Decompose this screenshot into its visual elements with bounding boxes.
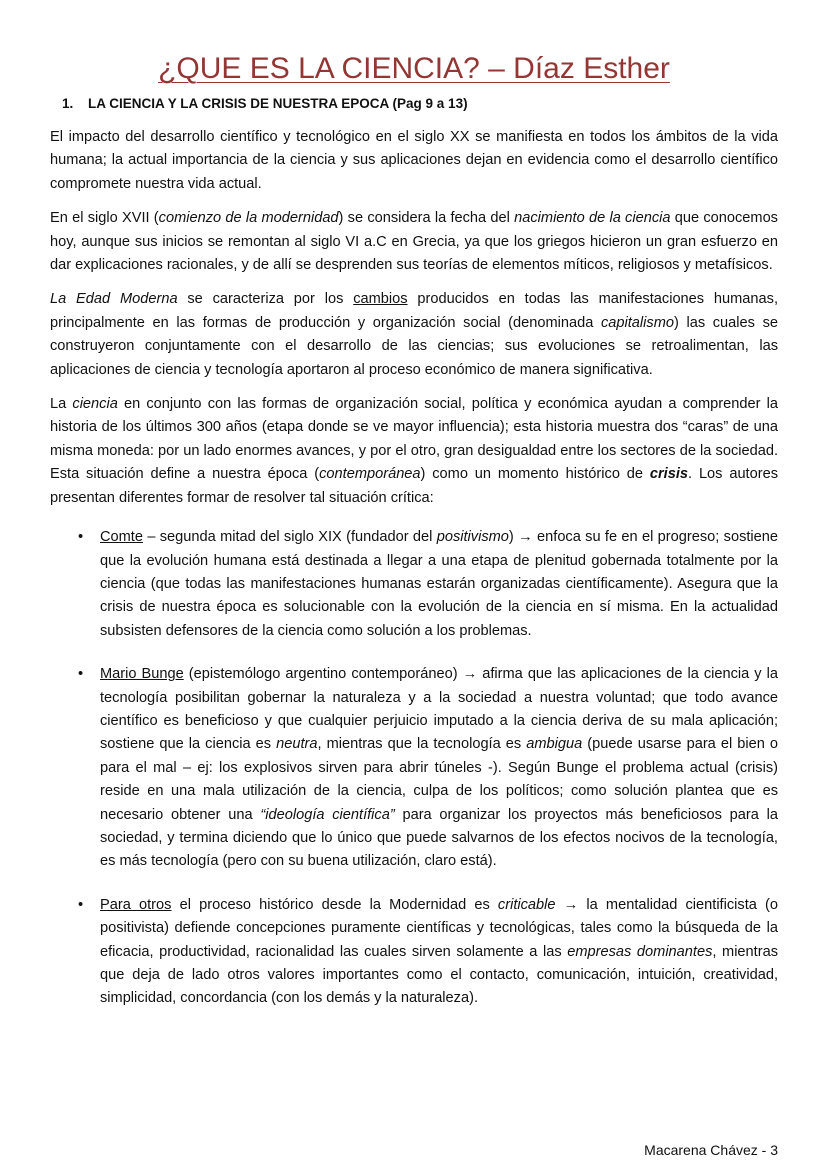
text-run: enfoca su fe en el progreso; sostiene que la evolución humana está destinada a llegar a una etapa de plenitud gobernada totalmente por la ciencia (que todas las manifestaciones humanas estarán organizadas científicamente). Asegura que la crisis de nuestra época es solucionable con la evolución de la ciencia en sí misma. En la actualidad subsisten defensores de la ciencia como solución a los problemas. — [100, 529, 779, 639]
paragraph — [50, 126, 778, 196]
list-item — [50, 526, 778, 643]
paragraph — [50, 393, 778, 510]
bullet-list — [50, 526, 778, 1011]
text-run — [556, 897, 564, 913]
paragraphs — [50, 126, 778, 510]
text-run: La — [50, 396, 73, 413]
text-run: → — [462, 666, 478, 683]
text-run: → — [563, 896, 579, 913]
text-run: ) — [508, 529, 519, 546]
text-run: Para otros — [100, 896, 172, 913]
text-run: contemporánea — [319, 466, 421, 483]
text-run: ciencia — [72, 396, 118, 413]
document-body — [50, 126, 778, 1031]
text-run: ) como un momento histórico de — [420, 466, 650, 483]
list-item — [50, 894, 778, 1011]
text-run: positivismo — [436, 529, 509, 546]
text-run: La Edad Moderna — [50, 291, 178, 308]
text-run: se caracteriza por los — [177, 291, 354, 308]
text-run: ) las cuales se construyeron conjuntamente con el desarrollo de las ciencias; sus evoluciones se retroalimentan, las aplicaciones de ciencia y tecnología aportaron al proceso económico de manera significativa. — [50, 314, 778, 378]
text-run: nacimiento de la ciencia — [514, 210, 671, 227]
text-run: ) se considera la fecha del — [338, 210, 515, 227]
text-run: producidos en todas las manifestaciones humanas, principalmente en las formas de producción y organización social (denominada — [50, 291, 778, 331]
text-run: empresas dominantes — [567, 943, 713, 960]
bullet-icon: • — [78, 529, 84, 546]
page-footer: Macarena Chávez - 3 — [644, 1142, 778, 1158]
text-run: , mientras que la tecnología es — [317, 736, 527, 753]
text-run: “ideología científica” — [260, 806, 395, 823]
text-run: comienzo de la modernidad — [158, 210, 339, 227]
text-run: El impacto del desarrollo científico y tecnológico en el siglo XX se manifiesta en todos los ámbitos de la vida humana; la actual importancia de la ciencia y sus aplicaciones dejan en evidencia como el desarrollo científico compromete nuestra vida actual. — [50, 129, 778, 192]
text-run: (puede usarse para el bien o para el mal – ej: los explosivos sirven para abrir túneles -). Según Bunge el problema actual (crisis) reside en una mala utilización de la ciencia, culpa de los políticos; como solución plantea que es necesario obtener una — [100, 736, 778, 823]
document-title: ¿QUE ES LA CIENCIA? – Díaz Esther — [158, 52, 670, 85]
text-run: Mario Bunge — [100, 666, 184, 683]
section-heading-text: LA CIENCIA Y LA CRISIS DE NUESTRA EPOCA (Pag 9 a 13) — [88, 96, 468, 111]
paragraph — [50, 207, 778, 277]
text-run: en conjunto con las formas de organización social, política y económica ayudan a comprender la historia de los últimos 300 años (etapa donde se ve mayor influencia); esta historia muestra dos “caras” de una misma moneda: por un lado enormes avances, y por el otro, gran desigualdad entre los sectores de la sociedad. Esta situación define a nuestra época ( — [50, 396, 778, 483]
text-run: que conocemos hoy, aunque sus inicios se remontan al siglo VI a.C en Grecia, ya que los griegos hicieron un gran esfuerzo en dar explicaciones racionales, y de allí se desprenden sus teorías de elementos míticos, religiosos y metafísicos. — [50, 210, 778, 274]
text-run: criticable — [497, 896, 556, 913]
text-run: crisis — [649, 466, 689, 483]
text-run: para organizar los proyectos más beneficiosos para la sociedad, y termina diciendo que lo único que puede salvarnos de los efectos nocivos de la tecnología, es más tecnología (pero con su buena utilización, claro está). — [100, 806, 778, 870]
bullet-icon: • — [78, 896, 84, 913]
paragraph — [50, 288, 778, 382]
text-run: el proceso histórico desde la Modernidad es — [171, 896, 498, 913]
section-number: 1. — [62, 96, 74, 111]
section-heading — [62, 96, 468, 111]
text-run: → — [518, 529, 533, 546]
text-run: En el siglo XVII ( — [50, 210, 159, 227]
text-run: cambios — [353, 291, 408, 308]
bullet-icon: • — [78, 666, 84, 683]
text-run: Comte — [100, 529, 143, 546]
text-run: capitalismo — [600, 314, 674, 331]
text-run: , mientras que deja de lado otros valores importantes como el contacto, comunicación, intuición, creatividad, simplicidad, concordancia (con los demás y la naturaleza). — [100, 943, 778, 1007]
text-run: – segunda mitad del siglo XIX (fundador del — [142, 529, 437, 546]
text-run: (epistemólogo argentino contemporáneo) — [183, 666, 463, 683]
list-item — [50, 663, 778, 874]
text-run: afirma que las aplicaciones de la ciencia y la tecnología posibilitan gobernar la naturaleza y a la sociedad a nuestra voluntad; que todo avance científico es beneficioso y que cualquier perjuicio imputado a la ciencia deriva de su mala aplicación; sostiene que la ciencia es — [100, 666, 778, 753]
text-run: neutra — [276, 736, 318, 753]
text-run: ambigua — [526, 736, 583, 753]
text-run: . Los autores presentan diferentes formar de resolver tal situación crítica: — [50, 466, 779, 506]
text-run: la mentalidad cientificista (o positivista) defiende concepciones puramente científicas y tecnológicas, tales como la búsqueda de la eficacia, productividad, racionalidad las cuales sirven solamente a las — [100, 896, 778, 960]
